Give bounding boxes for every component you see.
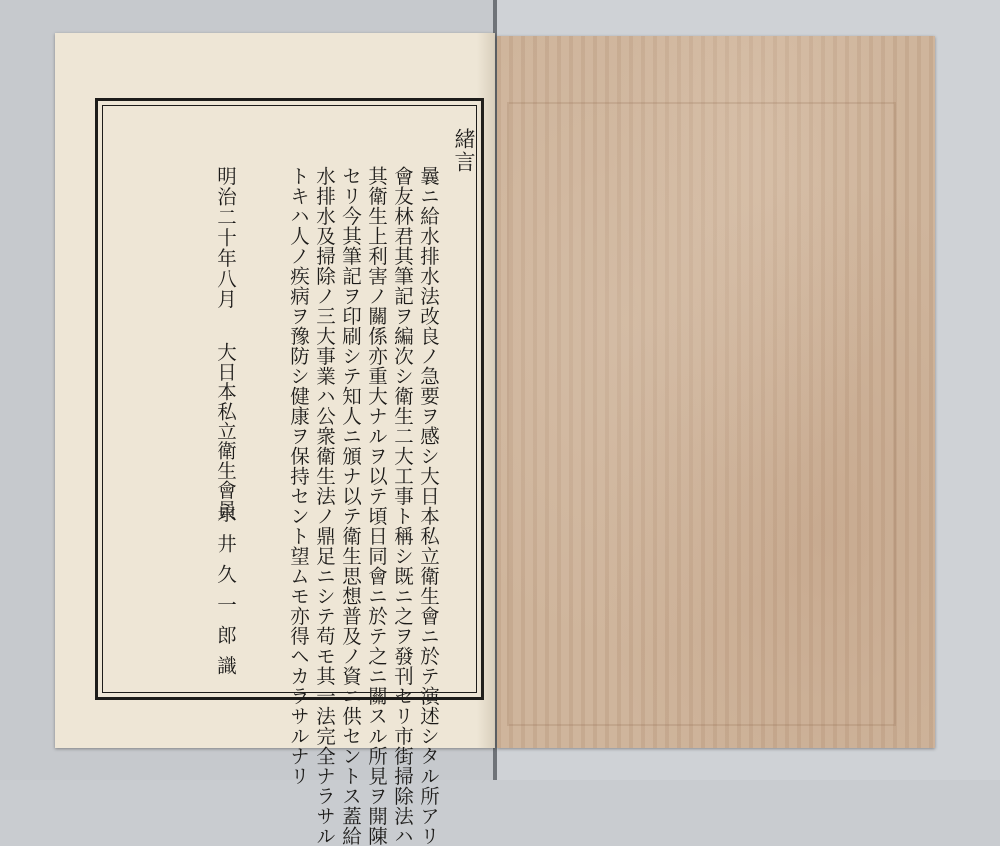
preface-line-6: トキハ人ノ疾病ヲ豫防シ健康ヲ保持セント望ムモ亦得ヘカラサルナリ	[287, 166, 310, 786]
left-page	[55, 33, 495, 846]
show-through-frame	[507, 102, 896, 726]
preface-author: 永井久一郎識	[214, 503, 237, 686]
preface-line-1: 曩ニ給水排水法改良ノ急要ヲ感シ大日本私立衛生會ニ於テ演述シタル所アリ	[417, 166, 440, 846]
right-page-blank	[497, 36, 935, 748]
preface-line-4: セリ今其筆記ヲ印刷シテ知人ニ頒ナ以テ衛生思想普及ノ資ニ供セントス蓋給	[339, 166, 362, 846]
preface-line-5: 水排水及掃除ノ三大事業ハ公衆衛生法ノ鼎足ニシテ苟モ其一法完全ナラサル	[313, 166, 336, 846]
preface-line-3: 其衛生上利害ノ關係亦重大ナルヲ以テ頃日同會ニ於テ之ニ關スル所見ヲ開陳	[365, 166, 388, 846]
preface-date: 明治二十年八月	[214, 166, 237, 310]
preface-line-2: 會友林君其筆記ヲ編次シ衛生二大工事ト稱シ既ニ之ヲ發刊セリ市街掃除法ハ	[391, 166, 414, 846]
preface-signer: 大日本私立衛生會員	[214, 342, 237, 520]
text-frame	[95, 98, 484, 846]
preface-title: 緒言	[452, 128, 476, 174]
text-frame-inner	[102, 105, 477, 846]
